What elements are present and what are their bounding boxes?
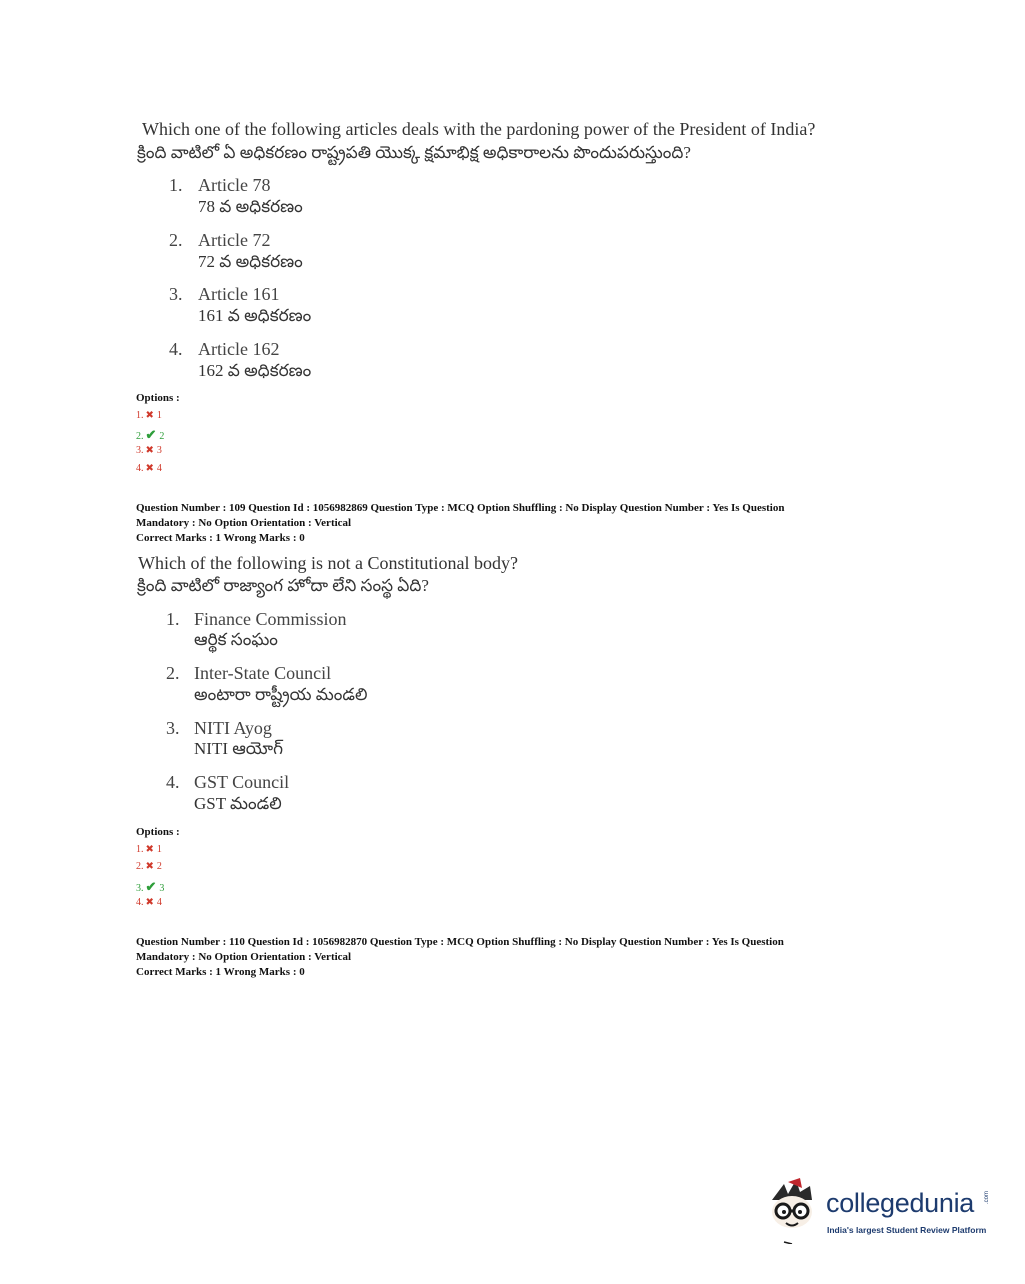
cross-icon: ✖ [145, 410, 154, 421]
cross-icon: ✖ [145, 445, 154, 456]
option-number: 3. [169, 284, 183, 304]
answer-row [136, 897, 162, 908]
answer-value: 1 [156, 844, 162, 855]
answer-number: 4. [136, 463, 144, 474]
answer-value: 2 [159, 431, 165, 442]
option-text-telugu: అంటారా రాష్ట్రీయ మండలి [194, 685, 368, 704]
mascot-icon [766, 1178, 826, 1244]
metadata-line: Mandatory : No Option Orientation : Vertical [136, 951, 352, 963]
metadata-line: Correct Marks : 1 Wrong Marks : 0 [136, 532, 305, 544]
checkmark-icon: ✔ [145, 879, 157, 894]
answer-value: 1 [156, 410, 162, 421]
option-number: 4. [169, 339, 183, 359]
collegedunia-logo[interactable] [766, 1178, 996, 1248]
answer-row [136, 445, 162, 456]
question-text-english: Which of the following is not a Constitutional body? [138, 553, 518, 573]
cross-icon: ✖ [145, 844, 154, 855]
answer-row [136, 463, 162, 474]
option-text-english: Article 161 [198, 284, 280, 304]
option-text-english: Inter-State Council [194, 663, 332, 683]
option-number: 2. [166, 663, 180, 683]
option-number: 1. [169, 175, 183, 195]
answer-row [136, 879, 164, 895]
answer-value: 2 [156, 861, 162, 872]
question-metadata [136, 935, 856, 980]
metadata-line: Mandatory : No Option Orientation : Vertical [136, 517, 352, 529]
option-number: 2. [169, 230, 183, 250]
option-text-english: NITI Ayog [194, 718, 272, 738]
option-text-english: GST Council [194, 772, 290, 792]
answer-row [136, 844, 162, 855]
option-text-english: Article 78 [198, 175, 271, 195]
answer-value: 4 [156, 897, 162, 908]
option-text-telugu: 162 వ అధికరణం [198, 361, 312, 380]
cross-icon: ✖ [145, 861, 154, 872]
answer-number: 4. [136, 897, 144, 908]
option-text-english: Article 162 [198, 339, 280, 359]
question-text-telugu: క్రింది వాటిలో ఏ అధికరణం రాష్ట్రపతి యొక్క క్షమాభిక్ష అధికారాలను పొందుపరుస్తుంది? [137, 143, 691, 162]
logo-dotcom: .com [984, 1190, 990, 1204]
question-text-telugu: క్రింది వాటిలో రాజ్యాంగ హోదా లేని సంస్థ ఏది? [137, 576, 429, 595]
option-text-english: Article 72 [198, 230, 271, 250]
option-text-telugu: 78 వ అధికరణం [198, 197, 303, 216]
option-text-telugu: NITI ఆయోగ్ [194, 739, 284, 758]
answer-number: 3. [136, 445, 144, 456]
metadata-line: Question Number : 109 Question Id : 1056982869 Question Type : MCQ Option Shuffling : No Display Question Number : Yes Is Question [136, 502, 785, 514]
option-number: 4. [166, 772, 180, 792]
answer-number: 3. [136, 883, 144, 894]
option-text-english: Finance Commission [194, 609, 347, 629]
metadata-line: Question Number : 110 Question Id : 1056982870 Question Type : MCQ Option Shuffling : No Display Question Number : Yes Is Question [136, 936, 784, 948]
answer-value: 3 [156, 445, 162, 456]
metadata-line: Correct Marks : 1 Wrong Marks : 0 [136, 966, 305, 978]
answer-number: 2. [136, 431, 144, 442]
options-label: Options : [136, 826, 180, 838]
answer-row [136, 410, 162, 421]
option-number: 3. [166, 718, 180, 738]
logo-wordmark: collegedunia [826, 1188, 975, 1218]
checkmark-icon: ✔ [145, 427, 157, 442]
answer-value: 4 [156, 463, 162, 474]
answer-number: 1. [136, 844, 144, 855]
option-text-telugu: GST మండలి [194, 794, 282, 813]
cross-icon: ✖ [145, 463, 154, 474]
logo-tagline: India's largest Student Review Platform [827, 1225, 987, 1235]
question-metadata [136, 501, 856, 546]
answer-row [136, 427, 164, 443]
option-text-telugu: 72 వ అధికరణం [198, 252, 303, 271]
cross-icon: ✖ [145, 897, 154, 908]
option-text-telugu: ఆర్థిక సంఘం [194, 630, 278, 649]
question-text-english: Which one of the following articles deals with the pardoning power of the President of India? [142, 119, 816, 139]
answer-value: 3 [159, 883, 165, 894]
answer-number: 2. [136, 861, 144, 872]
options-label: Options : [136, 392, 180, 404]
option-text-telugu: 161 వ అధికరణం [198, 306, 312, 325]
answer-row [136, 861, 162, 872]
option-number: 1. [166, 609, 180, 629]
answer-number: 1. [136, 410, 144, 421]
